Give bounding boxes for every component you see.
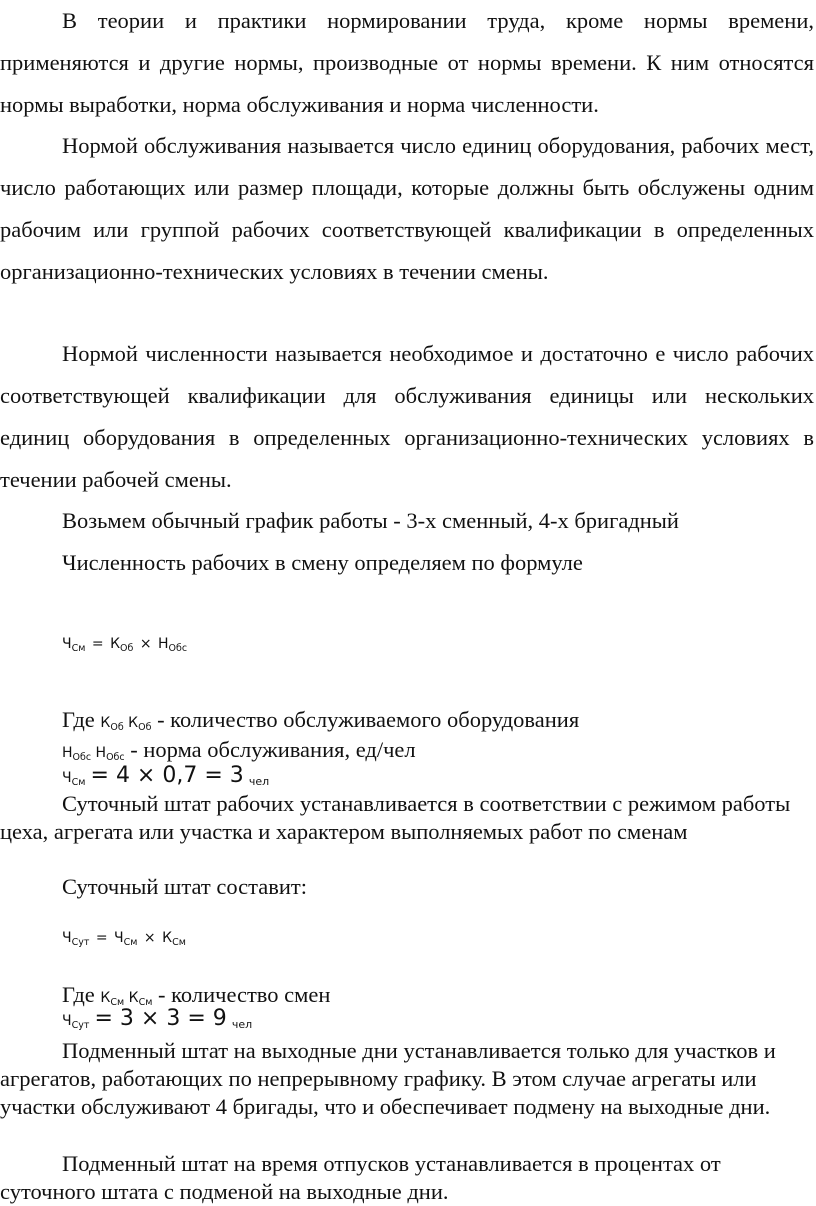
paragraph-daily-staff-result: Суточный штат составит:: [62, 874, 307, 899]
where-service-norm-line: [62, 737, 416, 763]
equipment-description: - количество обслуживаемого оборудования: [157, 707, 580, 732]
calculation-unit: чел: [231, 1018, 253, 1031]
paragraph-shift-count-formula-intro: Численность рабочих в смену определяем по формуле: [62, 550, 583, 575]
shift-count-description: - количество смен: [158, 982, 331, 1007]
formula-symbol: Ч: [62, 1013, 72, 1029]
formula-symbol: Ч: [62, 770, 72, 786]
formula-operator: =: [91, 636, 104, 652]
formula-symbol: К: [110, 636, 121, 652]
calculation-unit: чел: [248, 775, 270, 788]
service-norm-description: - норма обслуживания, ед/чел: [130, 737, 416, 762]
paragraph-weekend-replacement: Подменный штат на выходные дни устанавливается только для участков и агрегатов, работающих по непрерывному графику. В этом случае агрегаты или участки обслуживают 4 бригады, что и обеспечивает подмену на выходные дни.: [0, 1038, 776, 1119]
calculation-daily-headcount: [62, 1006, 252, 1031]
calculation-expression: = 4 × 0,7 = 3: [90, 763, 244, 788]
paragraph-work-schedule: Возьмем обычный график работы - 3-х сменный, 4-х бригадный: [62, 508, 679, 533]
formula-daily-headcount: [62, 930, 186, 948]
formula-subscript: См: [123, 937, 138, 948]
symbol-equipment-count: $К_{Об}$ $К_{Об}$: [100, 715, 152, 733]
symbol-shift-count: $К_{См}$ $К_{См}$: [100, 990, 153, 1008]
formula-operator: =: [95, 930, 108, 946]
where-word: Где: [62, 982, 95, 1007]
paragraph-vacation-replacement: Подменный штат на время отпусков устанавливается в процентах от суточного штата с подменой на выходные дни.: [0, 1151, 721, 1204]
formula-symbol: Ч: [62, 636, 72, 652]
paragraph-labor-norms: В теории и практики нормировании труда, кроме нормы времени, применяются и другие нормы, производные от нормы времени. К ним относятся нормы выработки, норма обслуживания и норма численности.: [0, 8, 814, 117]
formula-operator: ×: [143, 930, 156, 946]
where-shift-count-line: [62, 982, 330, 1008]
formula-operator: ×: [139, 636, 152, 652]
where-word: Где: [62, 707, 95, 732]
formula-subscript: Обс: [168, 643, 188, 654]
formula-subscript: Об: [120, 643, 134, 654]
paragraph-daily-staff: Суточный штат рабочих устанавливается в соответствии с режимом работы цеха, агрегата или участка и характером выполняемых работ по сменам: [0, 791, 791, 844]
formula-subscript: Сут: [71, 937, 90, 948]
symbol-service-norm: $Н_{Обс}$ $Н_{Обс}$: [62, 745, 125, 763]
formula-subscript: См: [71, 777, 86, 788]
formula-symbol: Ч: [62, 930, 72, 946]
formula-shift-headcount: [62, 636, 187, 654]
calculation-expression: = 3 × 3 = 9: [94, 1006, 227, 1031]
paragraph-service-norm: Нормой обслуживания называется число единиц оборудования, рабочих мест, число работающих или размер площади, которые должны быть обслужены одним рабочим или группой рабочих соответствующей квалификации в определенных организационно-технических условиях в течении смены.: [0, 133, 814, 284]
calculation-shift-headcount: [62, 763, 269, 788]
where-equipment-line: [62, 707, 579, 733]
formula-symbol: Ч: [114, 930, 124, 946]
formula-symbol: К: [162, 930, 173, 946]
formula-symbol: Н: [158, 636, 169, 652]
paragraph-headcount-norm: Нормой численности называется необходимое и достаточно е число рабочих соответствующей квалификации для обслуживания единицы или нескольких единиц оборудования в определенных организационно-технических условиях в течении рабочей смены.: [0, 341, 814, 492]
formula-subscript: См: [172, 937, 186, 948]
formula-subscript: Сут: [71, 1020, 90, 1031]
formula-subscript: См: [71, 643, 86, 654]
